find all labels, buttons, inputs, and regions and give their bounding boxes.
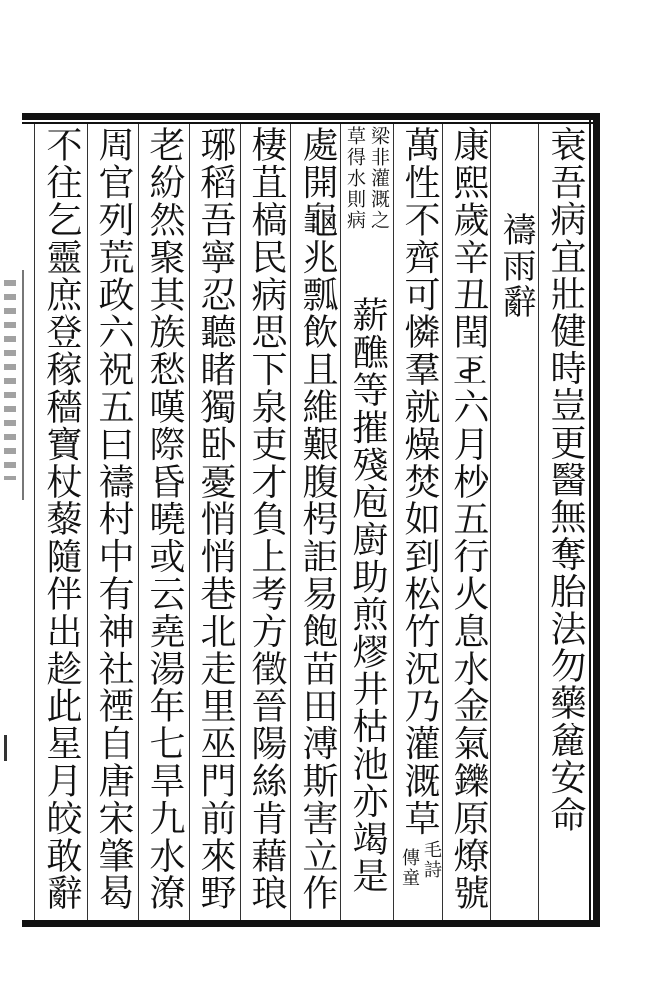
- text-column-7: 棲苴槁民病思下泉吏才負上考方徵晉陽絲肯藉琅: [246, 126, 287, 912]
- column-rule: [138, 124, 139, 920]
- column-rule: [393, 124, 394, 920]
- text-column-3: 康熙歲辛丑閏𢀓六月杪五行火息水金氣鑠原燎號: [448, 126, 489, 912]
- text-column-10: 周官列荒政六祝五曰禱村中有神社禋自唐宋肇曷: [93, 126, 134, 912]
- top-border: [22, 113, 600, 120]
- annotation-line: 梁非灌溉之: [368, 126, 390, 231]
- text-column-11: 不往乞靈庶登稼穡寶杖藜隨伴出趁此星月皎敢辭: [41, 126, 82, 912]
- column-rule: [340, 124, 341, 920]
- text-column-5-main: 薪醮等摧殘庖廚助煎熮井枯池亦竭是: [347, 296, 388, 895]
- right-border: [593, 113, 600, 927]
- text-column-1: 衰吾病宜壯健時豈更醫無奪胎法勿藥麄安命: [545, 126, 586, 833]
- annotation-note: [396, 840, 442, 950]
- right-border-inner: [589, 113, 591, 927]
- text-column-8: 琊稻吾寧忍聽睹獨卧憂悄悄巷北走里巫門前來野: [195, 126, 236, 912]
- column-rule: [240, 124, 241, 920]
- column-rule: [290, 124, 291, 920]
- text-column-5: [344, 126, 390, 918]
- annotation-line: 草得水則病: [344, 126, 366, 231]
- column-rule: [87, 124, 88, 920]
- text-column-9: 老紛然聚其族愁嘆際昏曉或云堯湯年七旱九水潦: [144, 126, 185, 912]
- top-border-inner: [22, 122, 600, 124]
- gutter-edge: [0, 270, 24, 500]
- annotation-line: 毛詩: [421, 840, 442, 880]
- text-column-4: 萬性不齊可憐羣就燥焚如到松竹況乃灌溉草: [399, 126, 440, 837]
- column-rule: [442, 124, 443, 920]
- column-rule: [189, 124, 190, 920]
- poem-title: 禱雨辭: [496, 212, 536, 320]
- text-column-6: 處開龜兆瓢飲且維艱腹枵詎易飽苗田溥斯害立作: [297, 126, 338, 912]
- column-rule: [34, 124, 35, 920]
- annotation-line: 傳童: [399, 848, 420, 888]
- gutter-mark: [4, 735, 17, 761]
